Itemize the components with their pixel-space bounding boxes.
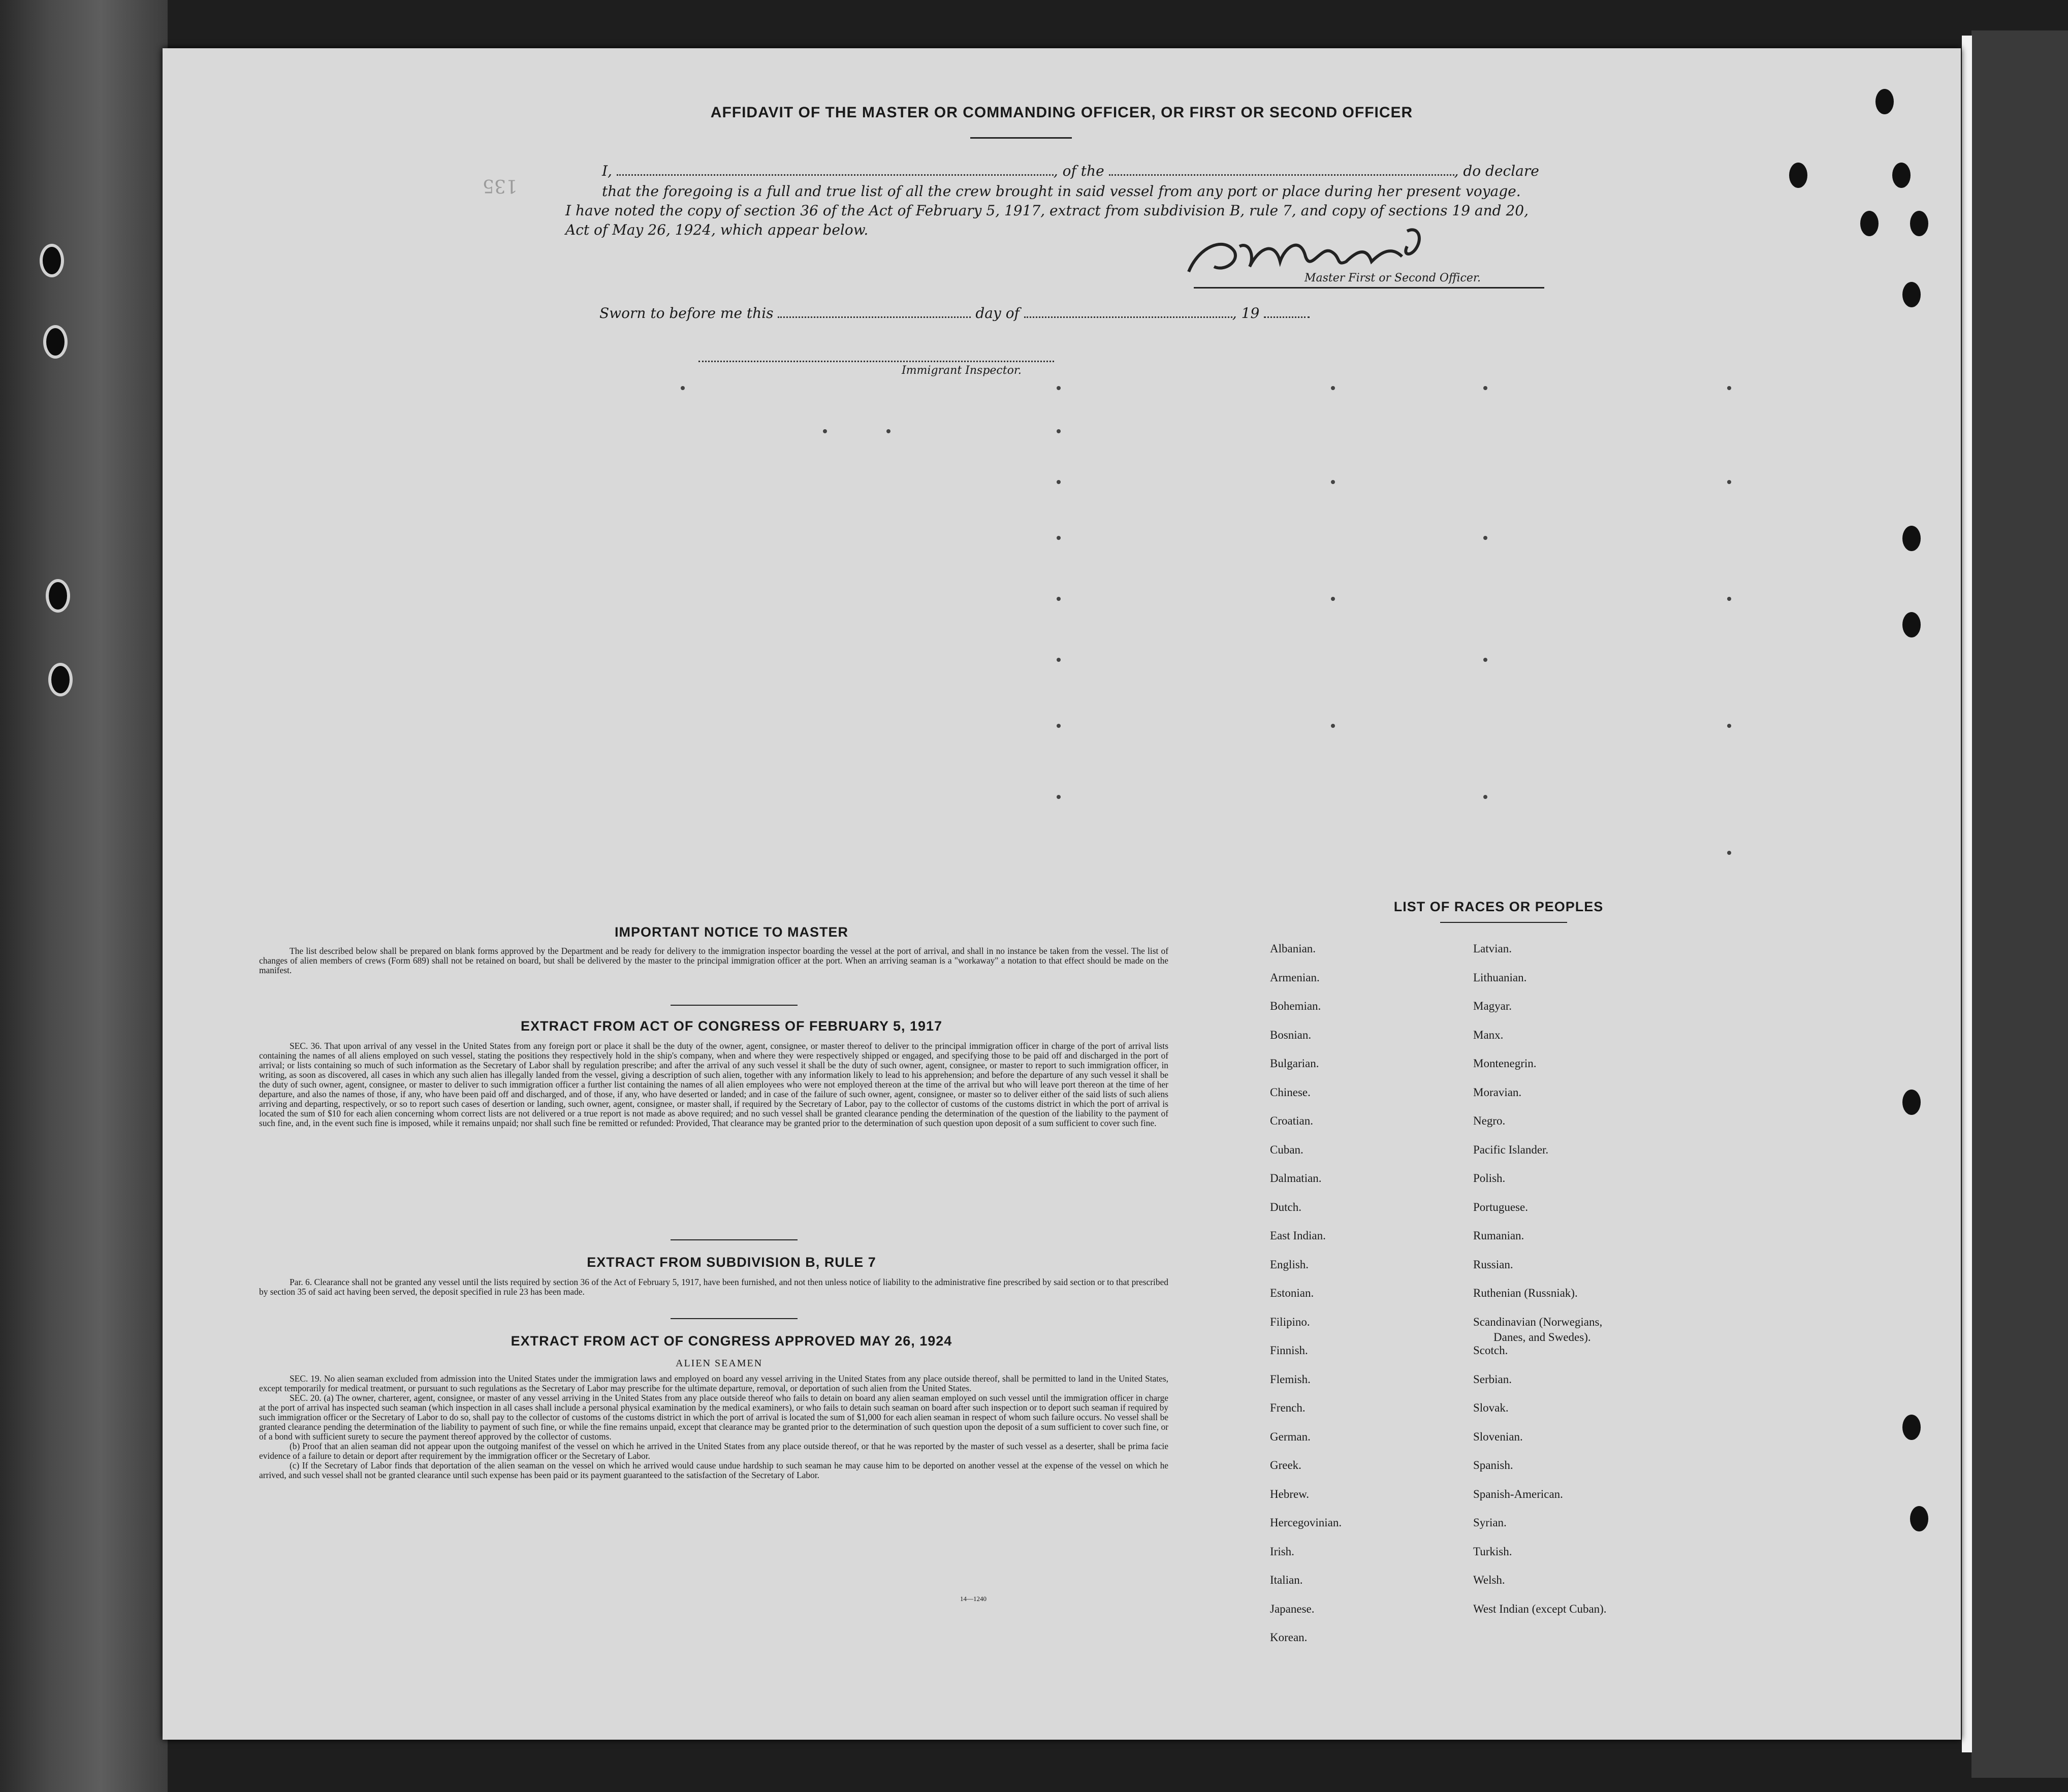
race-item: Bulgarian. bbox=[1270, 1057, 1319, 1070]
punch-hole bbox=[1902, 1090, 1921, 1115]
column-dot bbox=[1331, 597, 1335, 601]
race-item: English. bbox=[1270, 1258, 1309, 1271]
binder-hole bbox=[43, 325, 68, 359]
race-item: Negro. bbox=[1473, 1114, 1506, 1127]
race-item: Albanian. bbox=[1270, 942, 1316, 955]
sec-20a-text: SEC. 20. (a) The owner, charterer, agent, consignee, or master of any vessel arriving in the United States from any place outside thereof who fails to detain on board any alien seaman employed on such vessel until the immigration officer in charge at the port of arrival has inspected such seaman (which inspection in all cases shall include a personal physical examination by the medical examiners), or who fails to detain such seaman on board after such inspection or to deport such seaman if required by such immigration officer or the Secretary of Labor to do so, shall pay to the collector of customs of the customs district in which the port of arrival is located the sum of $1,000 for each alien seaman in respect of whom such failure occurs. No vessel shall be granted clearance pending the determination of the liability to payment of such fine, or while the fine remains unpaid, except that clearance may be granted prior to the determination of such question upon the deposit of a sum sufficient to cover such fine, or of a bond with sufficient surety to secure the payment thereof approved by the collector of customs. bbox=[259, 1393, 1168, 1442]
punch-hole bbox=[1902, 526, 1921, 551]
race-item: Turkish. bbox=[1473, 1545, 1512, 1558]
margin-number: 135 bbox=[483, 175, 518, 196]
races-right-column bbox=[1473, 942, 1702, 1704]
race-item: Ruthenian (Russniak). bbox=[1473, 1287, 1578, 1299]
inspector-caption: Immigrant Inspector. bbox=[902, 364, 1022, 377]
column-dot bbox=[1057, 795, 1061, 799]
race-item: Chinese. bbox=[1270, 1085, 1311, 1099]
sworn-year-field[interactable] bbox=[1264, 306, 1310, 318]
signature-line bbox=[1194, 287, 1544, 289]
affidavit-of: , of the bbox=[1053, 163, 1104, 179]
column-dot bbox=[1331, 480, 1335, 484]
races-rule bbox=[1440, 922, 1567, 923]
sworn-month-field[interactable] bbox=[1024, 306, 1232, 318]
affidavit-line-3: I have noted the copy of section 36 of the Act of February 5, 1917, extract from subdivision B, rule 7, and copy of sections 19 and 20, bbox=[565, 202, 1529, 219]
sworn-day-field[interactable] bbox=[778, 306, 971, 318]
race-item: Pacific Islander. bbox=[1473, 1143, 1549, 1156]
sworn-year-label: , 19 bbox=[1232, 305, 1260, 322]
sec-20c-text: (c) If the Secretary of Labor finds that deportation of the alien seaman on the vessel on which he arrived would cause undue hardship to such seaman he may cause him to be deported on another vessel at the expense of the vessel on which he arrived, and such vessel shall not be granted clearance until such expense has been paid or its payment guaranteed to the satisfaction of the Secretary of Labor. bbox=[259, 1460, 1168, 1480]
race-item: Finnish. bbox=[1270, 1344, 1308, 1357]
alien-seamen-subtitle: ALIEN SEAMEN bbox=[676, 1358, 763, 1369]
column-dot bbox=[1057, 536, 1061, 540]
column-dot bbox=[1727, 851, 1731, 855]
punch-hole bbox=[1789, 163, 1807, 188]
race-item: Croatian. bbox=[1270, 1114, 1313, 1127]
binder-hole bbox=[46, 579, 70, 613]
section-rule bbox=[671, 1239, 798, 1240]
race-item: Spanish-American. bbox=[1473, 1487, 1563, 1500]
crew-manifest-page bbox=[163, 48, 1961, 1740]
race-item: Manx. bbox=[1473, 1028, 1504, 1041]
punch-hole bbox=[1902, 282, 1921, 307]
race-item: Estonian. bbox=[1270, 1287, 1314, 1299]
race-item: Danes, and Swedes). bbox=[1493, 1330, 1591, 1343]
race-item: West Indian (except Cuban). bbox=[1473, 1602, 1607, 1615]
extract-1917-title: EXTRACT FROM ACT OF CONGRESS OF FEBRUARY 5, 1917 bbox=[520, 1018, 943, 1034]
race-item: Magyar. bbox=[1473, 1000, 1512, 1012]
affidavit-line-2: that the foregoing is a full and true list of all the crew brought in said vessel from any port or place during her present voyage. bbox=[602, 183, 1521, 200]
binder-strip bbox=[0, 0, 168, 1792]
punch-hole bbox=[1902, 1415, 1921, 1440]
binder-hole bbox=[40, 244, 64, 277]
race-item: Syrian. bbox=[1473, 1516, 1507, 1529]
master-name-field[interactable] bbox=[617, 164, 1054, 176]
punch-hole bbox=[1902, 612, 1921, 637]
column-dot bbox=[1331, 724, 1335, 728]
races-title: LIST OF RACES OR PEOPLES bbox=[1393, 899, 1604, 914]
race-item: Hebrew. bbox=[1270, 1487, 1310, 1500]
column-dot bbox=[1057, 386, 1061, 390]
binder-hole bbox=[48, 663, 73, 696]
title-rule bbox=[970, 137, 1072, 139]
race-item: Latvian. bbox=[1473, 942, 1512, 955]
race-item: Slovak. bbox=[1473, 1401, 1509, 1414]
column-dot bbox=[1331, 386, 1335, 390]
race-item: German. bbox=[1270, 1430, 1311, 1443]
race-item: Italian. bbox=[1270, 1574, 1303, 1586]
notice-text: The list described below shall be prepared on blank forms approved by the Department and be ready for delivery to the immigration inspector boarding the vessel at the port of arrival, and shall in no instance be taken from the vessel. The list of changes of alien members of crews (Form 689) shall not be retained on board, but shall be delivered by the master to the principal immigration officer at the port. When an arriving seaman is a "workaway" a notation to that effect should be made on the manifest. bbox=[259, 946, 1168, 975]
race-item: Slovenian. bbox=[1473, 1430, 1523, 1443]
column-dot bbox=[1057, 480, 1061, 484]
affidavit-line-4: Act of May 26, 1924, which appear below. bbox=[565, 221, 869, 238]
punch-hole bbox=[1860, 211, 1879, 236]
column-dot bbox=[681, 386, 685, 390]
notice-title: IMPORTANT NOTICE TO MASTER bbox=[615, 924, 848, 940]
column-dot bbox=[1727, 597, 1731, 601]
race-item: Japanese. bbox=[1270, 1602, 1315, 1615]
race-item: Portuguese. bbox=[1473, 1200, 1528, 1213]
column-dot bbox=[1727, 480, 1731, 484]
inspector-signature-field[interactable] bbox=[698, 350, 1054, 362]
race-item: Cuban. bbox=[1270, 1143, 1303, 1156]
extract-1924-title: EXTRACT FROM ACT OF CONGRESS APPROVED MAY 26, 1924 bbox=[511, 1333, 952, 1349]
race-item: Scandinavian (Norwegians, bbox=[1473, 1315, 1603, 1328]
column-dot bbox=[823, 429, 827, 433]
affidavit-i: I, bbox=[602, 163, 612, 179]
sec-20b-text: (b) Proof that an alien seaman did not appear upon the outgoing manifest of the vessel on which he arrived in the United States from any place outside thereof, or that he was reported by the master of such vessel as a deserter, shall be prima facie evidence of a failure to detain or deport after requirement by the immigration officer or the Secretary of Labor. bbox=[259, 1441, 1168, 1461]
column-dot bbox=[1057, 658, 1061, 662]
column-dot bbox=[1057, 724, 1061, 728]
race-item: Bosnian. bbox=[1270, 1028, 1312, 1041]
section-rule bbox=[671, 1005, 798, 1006]
race-item: Dutch. bbox=[1270, 1200, 1301, 1213]
affidavit-line-1 bbox=[602, 163, 1539, 179]
subdivision-b-text: Par. 6. Clearance shall not be granted any vessel until the lists required by section 36 of the Act of February 5, 1917, have been furnished, and not then unless notice of liability to the administrative fine prescribed by said section or to that prescribed by section 35 of said act having been served, the deposit specified in rule 23 has been made. bbox=[259, 1277, 1168, 1297]
affidavit-title: AFFIDAVIT OF THE MASTER OR COMMANDING OFFICER, OR FIRST OR SECOND OFFICER bbox=[710, 104, 1413, 121]
column-dot bbox=[886, 429, 890, 433]
column-dot bbox=[1483, 658, 1487, 662]
column-dot bbox=[1483, 536, 1487, 540]
race-item: Filipino. bbox=[1270, 1315, 1310, 1328]
page-edge-light bbox=[1962, 36, 1972, 1752]
column-dot bbox=[1057, 597, 1061, 601]
signer-caption: Master First or Second Officer. bbox=[1305, 272, 1481, 284]
race-item: Irish. bbox=[1270, 1545, 1294, 1558]
column-dot bbox=[1483, 386, 1487, 390]
race-item: Moravian. bbox=[1473, 1085, 1522, 1099]
race-item: East Indian. bbox=[1270, 1229, 1326, 1242]
race-item: Hercegovinian. bbox=[1270, 1516, 1342, 1529]
punch-hole bbox=[1910, 1506, 1928, 1531]
race-item: Greek. bbox=[1270, 1459, 1301, 1471]
race-item: Russian. bbox=[1473, 1258, 1513, 1271]
vessel-name-field[interactable] bbox=[1109, 164, 1454, 176]
race-item: Armenian. bbox=[1270, 971, 1320, 984]
race-item: Rumanian. bbox=[1473, 1229, 1524, 1242]
race-item: Dalmatian. bbox=[1270, 1172, 1322, 1185]
column-dot bbox=[1483, 795, 1487, 799]
extract-1917-text: SEC. 36. That upon arrival of any vessel in the United States from any foreign port or place it shall be the duty of the owner, agent, consignee, or master thereof to deliver to the principal immigration officer in charge of the port of arrival lists containing the names of all aliens employed on such vessel, stating the positions they respectively hold in the ship's company, when and where they were respectively shipped or engaged, and specifying those to be paid off and discharged in the port of arrival; or lists containing so much of such information as the Secretary of Labor shall by regulation prescribe; and after the arrival of any such vessel it shall be the duty of such owner, agent, consignee, or master to report to such immigration officer, in writing, as soon as discovered, all cases in which any such alien has illegally landed from the vessel, giving a description of such alien, together with any information likely to lead to his apprehension; and before the departure of any such vessel it shall be the duty of such owner, agent, consignee, or master to deliver to such immigration officer a further list containing the names of all alien employees who were not employed thereon at the time of the arrival but who will leave port thereon at the time of her departure, and also the names of those, if any, who have been paid off and discharged, and of those, if any, who have deserted or landed; and in case of the failure of such owner, agent, consignee, or master so to deliver either of the said lists of such aliens arriving and departing, respectively, or so to report such cases of desertion or landing, such owner, agent, consignee, or master shall, if required by the Secretary of Labor, pay to the collector of customs of the customs district in which the port of arrival is located the sum of $10 for each alien concerning whom correct lists are not delivered or a true report is not made as above required; and no such vessel shall be granted clearance pending the determination of the question of the liability to the payment of such fine, and, in the event such fine is imposed, while it remains unpaid; nor shall such fine be remitted or refunded: Provided, That clearance may be granted prior to the determination of such question upon deposit of a sum sufficient to cover such fine. bbox=[259, 1041, 1168, 1128]
punch-hole bbox=[1892, 163, 1911, 188]
race-item: Korean. bbox=[1270, 1631, 1308, 1644]
race-item: Welsh. bbox=[1473, 1574, 1505, 1586]
page-edge bbox=[1971, 30, 2068, 1778]
race-item: Serbian. bbox=[1473, 1372, 1512, 1386]
punch-hole bbox=[1910, 211, 1928, 236]
races-left-column bbox=[1270, 942, 1453, 1704]
race-item: Flemish. bbox=[1270, 1372, 1311, 1386]
race-item: French. bbox=[1270, 1401, 1306, 1414]
subdivision-b-title: EXTRACT FROM SUBDIVISION B, RULE 7 bbox=[587, 1255, 876, 1270]
race-item: Montenegrin. bbox=[1473, 1057, 1537, 1070]
sworn-line bbox=[599, 305, 1310, 322]
column-dot bbox=[1727, 386, 1731, 390]
sworn-prefix: Sworn to before me this bbox=[599, 305, 774, 322]
column-dot bbox=[1057, 429, 1061, 433]
race-item: Lithuanian. bbox=[1473, 971, 1527, 984]
race-item: Polish. bbox=[1473, 1172, 1506, 1185]
column-dot bbox=[1727, 724, 1731, 728]
section-rule bbox=[671, 1318, 798, 1319]
affidavit-declare: , do declare bbox=[1454, 163, 1539, 179]
sec-19-text: SEC. 19. No alien seaman excluded from admission into the United States under the immigration laws and employed on board any vessel arriving in the United States from any place outside thereof, shall be permitted to land in the United States, except temporarily for medical treatment, or pursuant to such regulations as the Secretary of Labor may prescribe for the ultimate departure, removal, or deportation of such alien from the United States. bbox=[259, 1373, 1168, 1393]
race-item: Spanish. bbox=[1473, 1459, 1513, 1471]
race-item: Bohemian. bbox=[1270, 1000, 1321, 1012]
form-number: 14—1240 bbox=[960, 1595, 987, 1603]
sworn-day-label: day of bbox=[975, 305, 1020, 322]
race-item: Scotch. bbox=[1473, 1344, 1508, 1357]
extract-1924-body bbox=[259, 1374, 1168, 1480]
